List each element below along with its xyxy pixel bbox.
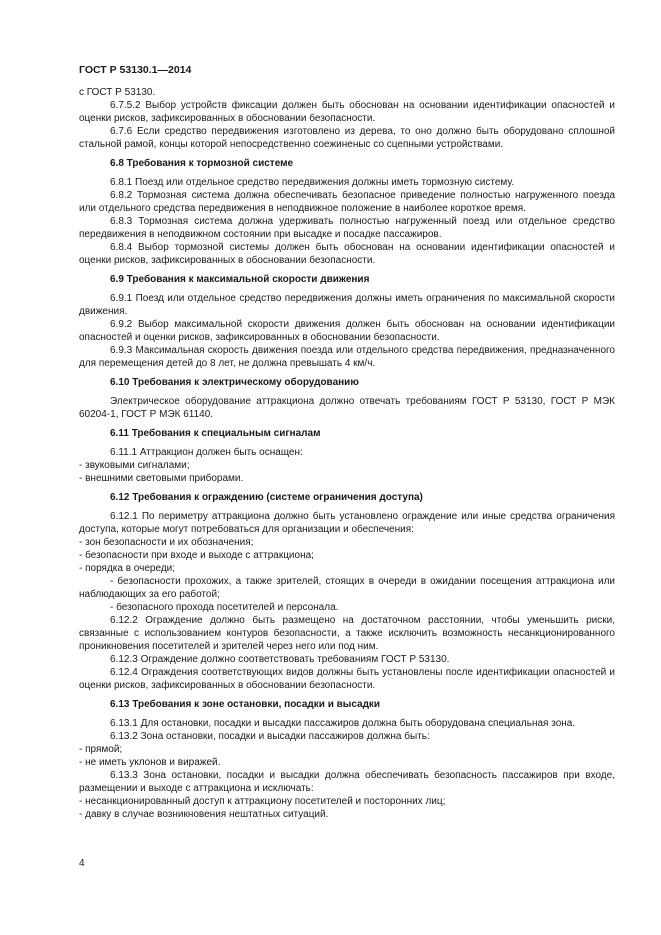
paragraph: 6.8.1 Поезд или отдельное средство передвижения должны иметь тормозную систему. <box>110 177 515 188</box>
paragraph: 6.13.1 Для остановки, посадки и высадки пассажиров должна быть оборудована специальная зона. <box>110 718 576 729</box>
section-heading: 6.12 Требования к ограждению (системе ограничения доступа) <box>110 492 423 503</box>
section-heading: 6.10 Требования к электрическому оборудованию <box>110 377 359 388</box>
section-heading: 6.11 Требования к специальным сигналам <box>110 428 321 439</box>
section-heading: 6.9 Требования к максимальной скорости движения <box>110 274 370 285</box>
paragraph: 6.7.6 Если средство передвижения изготовлено из дерева, то оно должно быть оборудовано сплошной стальной рамой, концы которой непосредственно соежиненыс со сцепными устройствами. <box>79 126 615 150</box>
paragraph: 6.9.2 Выбор максимальной скорости движения должен быть обоснован на основании идентификации опасностей и оценки рисков, зафиксированных в обосновании безопасности. <box>79 319 615 343</box>
list-item: - давку в случае возникновения нештатных ситуаций. <box>79 809 329 820</box>
list-item: - безопасности прохожих, а также зрителей, стоящих в очереди в ожидании посещения аттракциона или наблюдающих за его работой; <box>79 576 615 600</box>
paragraph: 6.7.5.2 Выбор устройств фиксации должен быть обоснован на основании идентификации опасностей и оценки рисков, зафиксированных в обосновании безопасности. <box>79 100 615 124</box>
paragraph: 6.8.2 Тормозная система должна обеспечивать безопасное приведение полностью нагруженного поезда или отдельного средства передвижения в неподвижное положение в наиболее короткое время. <box>79 190 615 214</box>
document-header: ГОСТ Р 53130.1—2014 <box>79 64 192 76</box>
paragraph: 6.13.2 Зона остановки, посадки и высадки пассажиров должна быть: <box>110 731 430 742</box>
paragraph: 6.11.1 Аттракцион должен быть оснащен: <box>110 447 303 458</box>
list-item: - не иметь уклонов и виражей. <box>79 757 221 768</box>
paragraph: 6.13.3 Зона остановки, посадки и высадки должна обеспечивать безопасность пассажиров при входе, размещении и выходе с аттракциона и исключать: <box>79 770 615 794</box>
document-body <box>79 86 615 821</box>
paragraph: 6.9.1 Поезд или отдельное средство передвижения должны иметь ограничения по максимальной скорости движения. <box>79 293 615 317</box>
paragraph: 6.12.2 Ограждение должно быть размещено на достаточном расстоянии, чтобы уменьшить риски, связанные с использованием контуров безопасности, а также исключить возможность несанкционированного проникновения посетителей и зрителей через него или под ним. <box>79 615 615 652</box>
list-item: - безопасности при входе и выходе с аттракциона; <box>79 550 314 561</box>
list-item: - зон безопасности и их обозначения; <box>79 537 254 548</box>
paragraph: 6.12.3 Ограждение должно соответствовать требованиям ГОСТ Р 53130. <box>110 654 450 665</box>
list-item: - несанкционированный доступ к аттракциону посетителей и посторонних лиц; <box>79 796 446 807</box>
list-item: - порядка в очереди; <box>79 563 176 574</box>
list-item: - безопасного прохода посетителей и персонала. <box>110 602 339 613</box>
section-heading: 6.13 Требования к зоне остановки, посадки и высадки <box>110 699 381 710</box>
paragraph: с ГОСТ Р 53130. <box>79 87 156 98</box>
list-item: - внешними световыми приборами. <box>79 473 244 484</box>
paragraph: 6.8.4 Выбор тормозной системы должен быть обоснован на основании идентификации опасностей и оценки рисков, зафиксированных в обосновании безопасности. <box>79 242 615 266</box>
paragraph: 6.8.3 Тормозная система должна удерживать полностью нагруженный поезд или отдельное средство передвижения в неподвижном состоянии при высадке и посадке пассажиров. <box>79 216 615 240</box>
paragraph: 6.9.3 Максимальная скорость движения поезда или отдельного средства передвижения, предназначенного для перемещения детей до 8 лет, не должна превышать 4 км/ч. <box>79 345 615 369</box>
list-item: - прямой; <box>79 744 123 755</box>
list-item: - звуковыми сигналами; <box>79 460 190 471</box>
paragraph: 6.12.4 Ограждения соответствующих видов должны быть установлены после идентификации опасностей и оценки рисков, зафиксированных в обосновании безопасности. <box>79 667 615 691</box>
page-number: 4 <box>79 858 85 869</box>
section-heading: 6.8 Требования к тормозной системе <box>110 158 294 169</box>
paragraph: Электрическое оборудование аттракциона должно отвечать требованиям ГОСТ Р 53130, ГОСТ Р МЭК 60204-1, ГОСТ Р МЭК 61140. <box>79 396 615 420</box>
paragraph: 6.12.1 По периметру аттракциона должно быть установлено ограждение или иные средства ограничения доступа, которые могут потребоваться для организации и обеспечения: <box>79 511 615 535</box>
